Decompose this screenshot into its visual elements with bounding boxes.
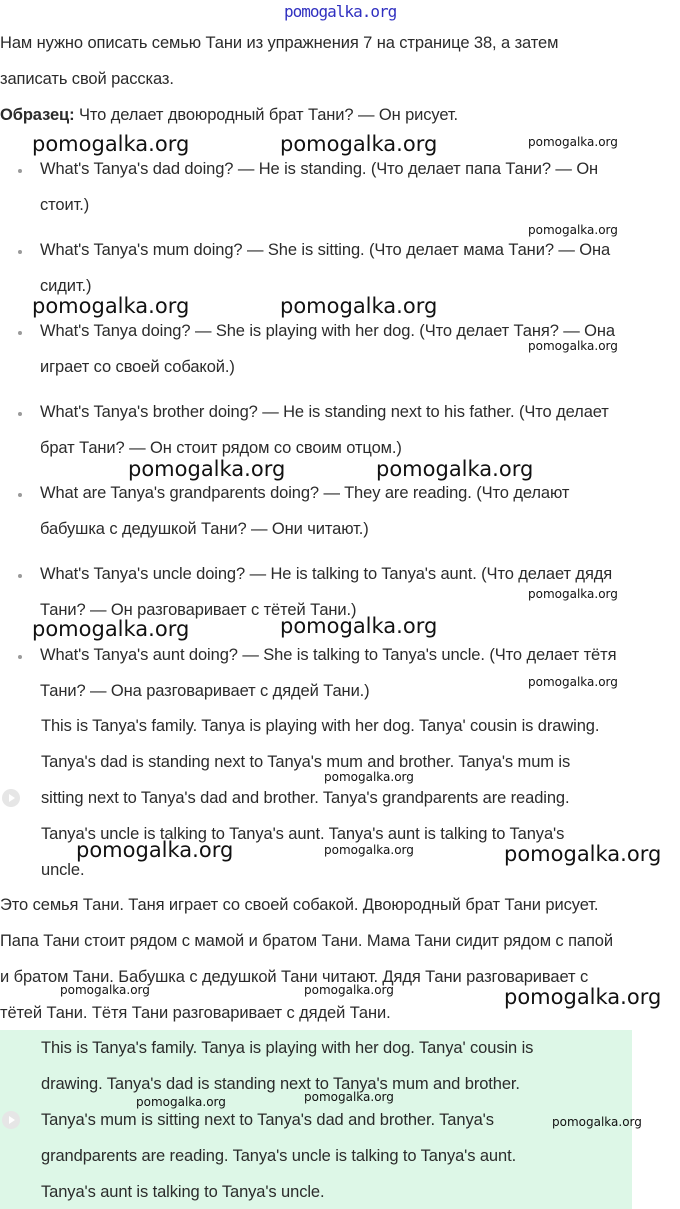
play-audio-icon[interactable] xyxy=(2,789,20,807)
bullet-icon xyxy=(18,331,22,335)
watermark-small: pomogalka.org xyxy=(528,339,618,353)
list-item-line: What's Tanya's aunt doing? — She is talking to Tanya's uncle. (Что делает тётя xyxy=(40,646,617,664)
list-item-line: бабушка с дедушкой Тани? — Они читают.) xyxy=(40,520,369,538)
story-russian-line: Это семья Тани. Таня играет со своей собакой. Двоюродный брат Тани рисует. xyxy=(0,896,599,914)
list-item-line: брат Тани? — Он стоит рядом со своим отцом.) xyxy=(40,439,402,457)
watermark-large: pomogalka.org xyxy=(76,838,234,862)
watermark-small: pomogalka.org xyxy=(528,587,618,601)
watermark-large: pomogalka.org xyxy=(280,132,438,156)
bullet-icon xyxy=(18,493,22,497)
watermark-large: pomogalka.org xyxy=(32,617,190,641)
intro-line: Нам нужно описать семью Тани из упражнения 7 на странице 38, а затем xyxy=(0,34,559,52)
watermark-small: pomogalka.org xyxy=(528,675,618,689)
story-english-line: grandparents are reading. Tanya's uncle is talking to Tanya's aunt. xyxy=(41,1147,517,1165)
list-item-line: What's Tanya's dad doing? — He is standing. (Что делает папа Тани? — Он xyxy=(40,160,599,178)
sample-text: Что делает двоюродный брат Тани? — Он рисует. xyxy=(74,106,459,124)
bullet-icon xyxy=(18,412,22,416)
list-item-line: What's Tanya doing? — She is playing with her dog. (Что делает Таня? — Она xyxy=(40,322,615,340)
bullet-icon xyxy=(18,655,22,659)
list-item-line: What's Tanya's mum doing? — She is sitting. (Что делает мама Тани? — Она xyxy=(40,241,611,259)
story-english-line: Tanya's dad is standing next to Tanya's mum and brother. Tanya's mum is xyxy=(41,753,571,771)
watermark-small: pomogalka.org xyxy=(324,843,414,857)
watermark-large: pomogalka.org xyxy=(504,985,662,1009)
watermark-large: pomogalka.org xyxy=(128,457,286,481)
list-item-line: Тани? — Он разговаривает с тётей Тани.) xyxy=(40,601,357,619)
watermark-small: pomogalka.org xyxy=(552,1115,642,1129)
watermark-small: pomogalka.org xyxy=(304,1090,394,1104)
list-item-line: Тани? — Она разговаривает с дядей Тани.) xyxy=(40,682,370,700)
story-russian-line: и братом Тани. Бабушка с дедушкой Тани читают. Дядя Тани разговаривает с xyxy=(0,968,589,986)
list-item-line: сидит.) xyxy=(40,277,92,295)
sample-label: Образец: xyxy=(0,106,75,124)
header-watermark: pomogalka.org xyxy=(284,2,397,21)
bullet-icon xyxy=(18,250,22,254)
story-english-line: This is Tanya's family. Tanya is playing with her dog. Tanya' cousin is drawing. xyxy=(41,717,600,735)
sample-line xyxy=(0,105,458,125)
story-english-line: drawing. Tanya's dad is standing next to Tanya's mum and brother. xyxy=(41,1075,520,1093)
list-item-line: What's Tanya's brother doing? — He is standing next to his father. (Что делает xyxy=(40,403,609,421)
watermark-small: pomogalka.org xyxy=(304,983,394,997)
story-english-line: Tanya's mum is sitting next to Tanya's dad and brother. Tanya's xyxy=(41,1111,494,1129)
bullet-icon xyxy=(18,574,22,578)
watermark-large: pomogalka.org xyxy=(376,457,534,481)
watermark-small: pomogalka.org xyxy=(324,770,414,784)
watermark-large: pomogalka.org xyxy=(32,132,190,156)
intro-line: записать свой рассказ. xyxy=(0,70,174,88)
story-english-line: Tanya's uncle is talking to Tanya's aunt. Tanya's aunt is talking to Tanya's xyxy=(41,825,565,843)
watermark-large: pomogalka.org xyxy=(280,614,438,638)
watermark-small: pomogalka.org xyxy=(528,223,618,237)
play-audio-icon[interactable] xyxy=(2,1111,20,1129)
story-english-line: Tanya's aunt is talking to Tanya's uncle. xyxy=(41,1183,325,1201)
story-english-line: sitting next to Tanya's dad and brother. Tanya's grandparents are reading. xyxy=(41,789,570,807)
story-english-line: uncle. xyxy=(41,861,85,879)
watermark-small: pomogalka.org xyxy=(528,135,618,149)
watermark-large: pomogalka.org xyxy=(504,842,662,866)
watermark-large: pomogalka.org xyxy=(280,294,438,318)
story-russian-line: тётей Тани. Тётя Тани разговаривает с дядей Тани. xyxy=(0,1004,391,1022)
bullet-icon xyxy=(18,169,22,173)
list-item-line: What's Tanya's uncle doing? — He is talking to Tanya's aunt. (Что делает дядя xyxy=(40,565,613,583)
list-item-line: What are Tanya's grandparents doing? — They are reading. (Что делают xyxy=(40,484,570,502)
story-russian-line: Папа Тани стоит рядом с мамой и братом Тани. Мама Тани сидит рядом с папой xyxy=(0,932,614,950)
story-english-line: This is Tanya's family. Tanya is playing with her dog. Tanya' cousin is xyxy=(41,1039,534,1057)
watermark-small: pomogalka.org xyxy=(136,1095,226,1109)
list-item-line: стоит.) xyxy=(40,196,90,214)
watermark-large: pomogalka.org xyxy=(32,294,190,318)
watermark-small: pomogalka.org xyxy=(60,983,150,997)
list-item-line: играет со своей собакой.) xyxy=(40,358,235,376)
